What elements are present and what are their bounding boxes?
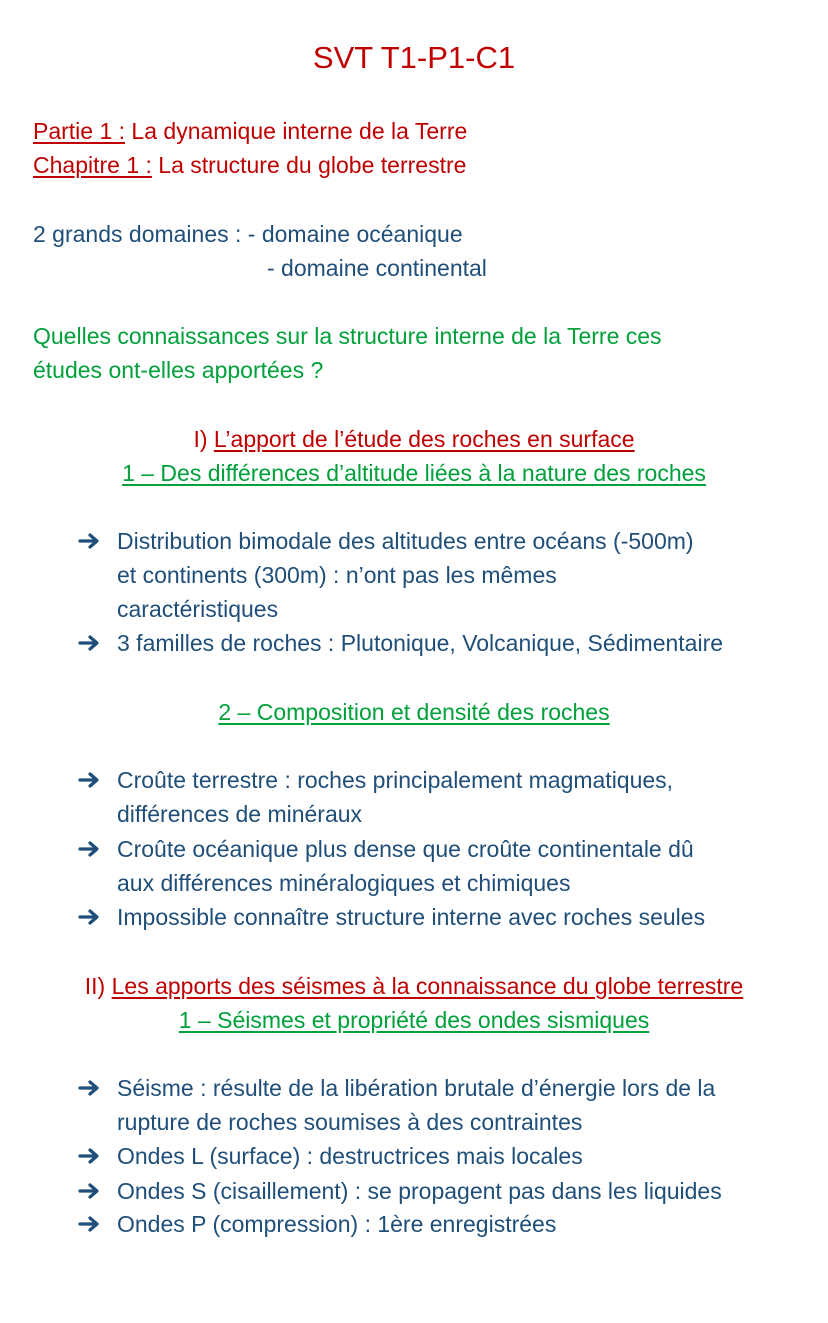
arrow-icon — [78, 1073, 102, 1103]
chapitre-text: La structure du globe terrestre — [151, 152, 467, 178]
bullet-text: et continents (300m) : n’ont pas les mêmes — [117, 562, 557, 588]
bullet-text: 3 familles de roches : Plutonique, Volcanique, Sédimentaire — [117, 630, 724, 656]
page-title: SVT T1-P1-C1 — [312, 40, 516, 75]
section-1-sub-1-text: 1 – Des différences d’altitude liées à la nature des roches — [122, 460, 706, 486]
chapitre-line — [33, 150, 828, 180]
domaines-lead: 2 grands domaines : - domaine océanique — [33, 221, 463, 247]
bullet-text: Distribution bimodale des altitudes entre océans (-500m) — [117, 528, 694, 554]
section-1-number: I) — [193, 426, 214, 452]
arrow-icon — [78, 628, 102, 658]
section-1-heading — [0, 424, 828, 454]
bullet-text: caractéristiques — [117, 596, 279, 622]
partie-label: Partie 1 : — [33, 118, 126, 144]
arrow-icon — [78, 526, 102, 556]
domaines-second: - domaine continental — [267, 255, 487, 281]
arrow-icon — [78, 1209, 102, 1239]
bullet-text: Croûte océanique plus dense que croûte continentale dû — [117, 836, 694, 862]
bullet-text: Impossible connaître structure interne avec roches seules — [117, 904, 706, 930]
section-2-heading — [0, 971, 828, 1001]
partie-text: La dynamique interne de la Terre — [125, 118, 468, 144]
arrow-icon — [78, 765, 102, 795]
section-2-number: II) — [84, 973, 112, 999]
question-line-1: Quelles connaissances sur la structure interne de la Terre ces — [33, 323, 662, 349]
section-2-sub-1 — [0, 1005, 828, 1035]
arrow-icon — [78, 1176, 102, 1206]
bullet-text: aux différences minéralogiques et chimiques — [117, 870, 571, 896]
bullet-text: différences de minéraux — [117, 801, 363, 827]
bullet-text: Ondes S (cisaillement) : se propagent pas dans les liquides — [117, 1178, 722, 1204]
question-line-2: études ont-elles apportées ? — [33, 357, 324, 383]
bullet-text: rupture de roches soumises à des contraintes — [117, 1109, 583, 1135]
section-1-sub-1 — [0, 458, 828, 488]
bullet-text: Croûte terrestre : roches principalement magmatiques, — [117, 767, 674, 793]
arrow-icon — [78, 1141, 102, 1171]
arrow-icon — [78, 902, 102, 932]
section-2-sub-1-text: 1 – Séismes et propriété des ondes sismiques — [178, 1007, 650, 1033]
bullet-text: Séisme : résulte de la libération brutale d’énergie lors de la — [117, 1075, 716, 1101]
section-1-sub-2-text: 2 – Composition et densité des roches — [218, 699, 610, 725]
arrow-icon — [78, 834, 102, 864]
section-1-sub-2 — [0, 697, 828, 727]
partie-line — [33, 116, 828, 146]
section-2-title: Les apports des séismes à la connaissance du globe terrestre — [111, 973, 744, 999]
bullet-text: Ondes P (compression) : 1ère enregistrées — [117, 1211, 557, 1237]
section-1-title: L’apport de l’étude des roches en surface — [213, 426, 635, 452]
bullet-text: Ondes L (surface) : destructrices mais locales — [117, 1143, 583, 1169]
chapitre-label: Chapitre 1 : — [33, 152, 152, 178]
